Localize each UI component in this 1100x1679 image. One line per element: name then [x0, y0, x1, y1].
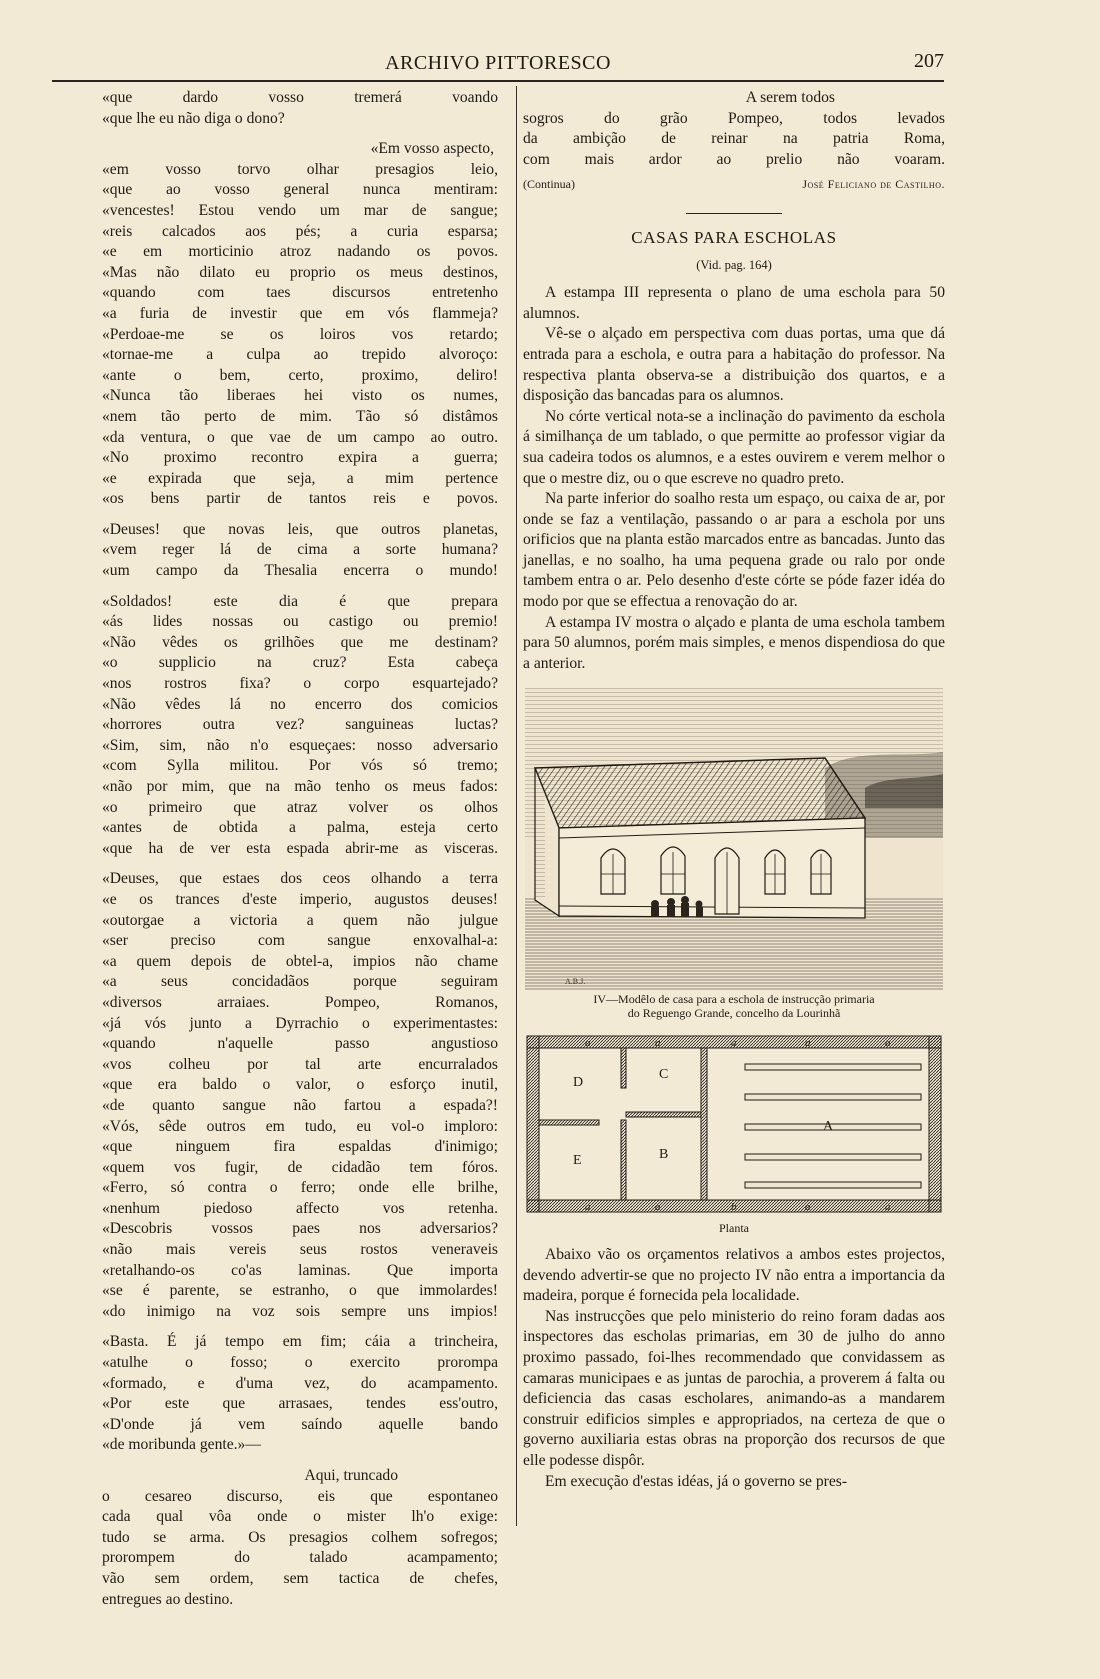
article-paragraph: Em execução d'estas idéas, já o governo se pres- [545, 1472, 848, 1490]
article-title: CASAS PARA ESCHOLAS [631, 227, 837, 247]
floor-plan-svg [525, 1034, 943, 1216]
poem-line: «quem vos fugir, de cidadão tem fóros. [102, 1158, 498, 1176]
poem-line: A serem todos [745, 89, 835, 106]
article-paragraph: Na parte inferior do soalho resta um espaço, ou caixa de ar, por onde se faz a ventilação, passando o ar para a eschola por uns orificios que na planta estão marcados entre as bancadas. Junto das janellas, e no soalho, ha uma pequena grade ou ralo por onde tambem entra o ar. Pelo desenho d'este córte se póde fazer idéa do modo por que se effectua a renovação do ar. [523, 490, 945, 611]
poem-line: «os bens partir de tantos reis e povos. [102, 490, 498, 508]
poem-line: «nos rostros fixa? o corpo esquartejado? [102, 675, 498, 693]
stanza-gap [102, 510, 498, 520]
plan-label-b: B [659, 1147, 669, 1163]
poem-line: «e os trances d'este imperio, augustos deuses! [102, 890, 498, 908]
running-title: ARCHIVO PITTORESCO [385, 52, 611, 74]
figure-caption-line-1: IV—Modêlo de casa para a eschola de instrucção primaria [593, 992, 875, 1007]
article-paragraph: Nas instrucções que pelo ministerio do reino foram dadas aos inspectores das escholas primarias, em 30 de julho do anno proximo passado, foi-lhes recommendado que convidassem as camaras municipaes e as juntas de parochia, a proverem á falta ou deficiencia das casas escholares, animando-as a mandarem construir edificios simples e appropriados, na certeza de que o governo auxiliaria estas obras na proporção dos recursos de que elle podesse dispôr. [523, 1307, 945, 1469]
poem-line: com mais ardor ao prelio não voaram. [523, 150, 945, 168]
poem-line: tudo se arma. Os presagios colhem sofregos; [102, 1528, 498, 1546]
poem-line: «de moribunda gente.»— [102, 1436, 261, 1454]
poem-line: «que ao vosso general nunca mentiram: [102, 181, 498, 199]
poem-line: «Nunca tão liberaes hei visto os numes, [102, 387, 498, 405]
plan-label-a: A [823, 1119, 834, 1135]
poem-line: entregues ao destino. [102, 1590, 234, 1608]
plan-mark-a-4: a [805, 1037, 811, 1050]
poem-line: «que era baldo o valor, o esforço inutil, [102, 1076, 498, 1094]
stanza-gap [102, 582, 498, 592]
poem-line: «a seus concidadãos porque seguiram [102, 973, 498, 991]
poem-line: «formado, e d'uma vez, do acampamento. [102, 1374, 498, 1392]
poem-line: Aqui, truncado [304, 1467, 398, 1484]
plan-label-d: D [573, 1075, 584, 1091]
poem-line: «ás lides nossas ou castigo ou premio! [102, 613, 498, 631]
poem-line: «do inimigo na voz sois sempre uns impios! [102, 1302, 498, 1320]
poem-line: «que ninguem fira espaldas d'inimigo; [102, 1138, 498, 1156]
poem-line: da ambição de reinar na patria Roma, [523, 130, 945, 148]
poem-line: «que lhe eu não diga o dono? [102, 109, 285, 127]
continua-row [523, 174, 945, 195]
poem-line: sogros do grão Pompeo, todos levados [523, 109, 945, 127]
poem-line: «quando n'aquelle passo angustioso [102, 1035, 498, 1053]
poem-line: «Perdoae-me se os loiros vos retardo; [102, 325, 498, 343]
poem-line: «com Sylla militou. Por vós só tremo; [102, 757, 498, 775]
plan-mark-a-9: a [885, 1201, 891, 1214]
article-paragraph: Abaixo vão os orçamentos relativos a ambos estes projectos, devendo advertir-se que no projecto IV não entra a importancia da madeira, porque é fornecida pela localidade. [523, 1246, 945, 1305]
poem-line: o cesareo discurso, eis que espontaneo [102, 1487, 498, 1505]
page-number: 207 [914, 50, 944, 72]
column-divider [516, 86, 517, 1526]
poem-line: «No proximo recontro expira a guerra; [102, 449, 498, 467]
poem-line: «Vós, sêde outros em tudo, eu vol-o imploro: [102, 1117, 498, 1135]
engraver-mark: A.B.J. [565, 977, 586, 987]
plan-mark-a-6: a [585, 1201, 591, 1214]
article-paragraph: A estampa III representa o plano de uma eschola para 50 alumnos. [523, 284, 945, 322]
poem-line: «não por mim, que na mão tenho os meus fados: [102, 778, 498, 795]
poem-line: «horrores outra vez? sanguineas luctas? [102, 716, 498, 734]
poem-line: «Mas não dilato eu proprio os meus destinos, [102, 263, 498, 281]
article-body-top [523, 283, 945, 674]
poem-line: «em vosso torvo olhar presagios leio, [102, 160, 498, 178]
article-paragraph: A estampa IV mostra o alçado e planta de uma eschola tambem para 50 alumnos, porém mais simples, e menos dispendiosa do que a anterior. [523, 613, 945, 672]
poem-line: «D'onde já vem saíndo aquelle bando [102, 1415, 498, 1433]
plan-mark-a-7: a [655, 1201, 661, 1214]
poem-line: «Soldados! este dia é que prepara [102, 592, 498, 610]
poem-line: «quando com taes discursos entretenho [102, 284, 498, 302]
poem-line: «Deuses, que estaes dos ceos olhando a terra [102, 870, 498, 888]
poem-line: «Sim, sim, não n'o esqueçaes: nosso adversario [102, 736, 498, 754]
poem-line: «da ventura, o que vae de um campo ao outro. [102, 428, 498, 446]
plan-mark-a-2: a [655, 1037, 661, 1050]
poem-line: «ser preciso com sangue enxovalhal-a: [102, 932, 498, 950]
poem-line: «Ferro, só contra o ferro; onde elle brilhe, [102, 1179, 498, 1197]
poem-line: cada qual vôa onde o mister lh'o exige: [102, 1508, 498, 1526]
page-header [52, 46, 944, 82]
poem-line: «tornae-me a culpa ao trepido alvoroço: [102, 346, 498, 364]
poem-line: «vencestes! Estou vendo um mar de sangue; [102, 201, 498, 219]
poem-line: «de quanto sangue não fartou a espada?! [102, 1096, 498, 1114]
plan-caption: Planta [719, 1221, 749, 1236]
poem-line: «nenhum piedoso affecto vos retenha. [102, 1199, 498, 1217]
poem-line: «atulhe o fosso; o exercito prorompa [102, 1354, 498, 1372]
poem-continuation [523, 88, 945, 170]
poem-line: «que ha de ver esta espada abrir-me as visceras. [102, 839, 498, 857]
poem-line: «o supplicio na cruz? Esta cabeça [102, 654, 498, 672]
plan-mark-a-1: a [585, 1037, 591, 1050]
poem-line: «se é parente, se estranho, o que immolardes! [102, 1282, 498, 1300]
school-house-engraving [525, 688, 943, 990]
poem-line: «Basta. É já tempo em fim; cáia a trincheira, [102, 1333, 498, 1351]
poem-line: «a quem depois de obtel-a, impios não chame [102, 952, 498, 970]
poem-line: «e expirada que seja, a mim pertence [102, 469, 498, 487]
poem-line: «retalhando-os co'as laminas. Que importa [102, 1261, 498, 1279]
plan-mark-a-8: a [805, 1201, 811, 1214]
poem-line: «não mais vereis seus rostos veneraveis [102, 1241, 498, 1259]
poem-line: «Não vêdes lá no encerro dos comicios [102, 695, 498, 713]
poem-author: José Feliciano de Castilho. [802, 177, 945, 192]
section-divider [686, 213, 782, 214]
article-reference: (Vid. pag. 164) [696, 257, 772, 272]
article-paragraph: No córte vertical nota-se a inclinação do pavimento da eschola á similhança de um tablado, o que permitte ao professor vigiar da sua cadeira todos os alumnos, e a estes ouvirem e verem melhor o que o mestre diz, ou o que escreve no quadro preto. [523, 407, 945, 487]
continua-note: (Continua) [523, 177, 575, 192]
poem-line: «Deuses! que novas leis, que outros planetas, [102, 520, 498, 538]
poem-line: prorompem do talado acampamento; [102, 1549, 498, 1567]
poem-line: «vem reger lá de cima a sorte humana? [102, 541, 498, 559]
plan-label-c: C [659, 1067, 669, 1083]
poem-line: «que dardo vosso tremerá voando [102, 89, 498, 106]
figure-caption [523, 992, 945, 1020]
poem-line: «vos colheu por tal arte encurralados [102, 1055, 498, 1073]
plan-label-e: E [573, 1153, 582, 1169]
poem-line: «já vós junto a Dyrrachio o experimentastes: [102, 1014, 498, 1032]
plan-mark-a-3: a [731, 1037, 737, 1050]
right-column [523, 88, 945, 1492]
figure-caption-line-2: do Reguengo Grande, concelho da Lourinhã [627, 1006, 841, 1021]
poem-line: «nem tão perto de mim. Tão só distâmos [102, 407, 498, 425]
house-illustration [525, 688, 943, 990]
floor-plan-drawing [525, 1034, 943, 1216]
poem-line: «e em morticinio atroz nadando os povos. [102, 243, 498, 261]
article-paragraph: Vê-se o alçado em perspectiva com duas portas, uma que dá entrada para a eschola, e outra para a habitação do professor. Na respectiva planta observa-se a distribuição dos quartos, e a disposição das bancadas para os alumnos. [523, 325, 945, 405]
poem-line: «Em vosso aspecto, [370, 140, 494, 158]
plan-mark-a-5: a [885, 1037, 891, 1050]
stanza-gap [102, 129, 498, 139]
plan-mark-b: b [731, 1201, 737, 1214]
stanza-gap [102, 859, 498, 869]
stanza-gap [102, 1322, 498, 1332]
poem-line: «um campo da Thesalia encerra o mundo! [102, 562, 498, 580]
stanza-gap [102, 1456, 498, 1466]
poem-line: «outorgae a victoria a quem não julgue [102, 911, 498, 929]
poem-line: «Não vêdes os grilhões que me destinam? [102, 633, 498, 651]
poem-line: «a furia de investir que em vós flammeja? [102, 304, 498, 322]
poem-line: «Por este que arrasaes, tendes ess'outro, [102, 1395, 498, 1413]
poem-line: «Descobris vossos paes nos adversarios? [102, 1220, 498, 1238]
poem-line: «o primeiro que atraz volver os olhos [102, 798, 498, 816]
poem-line: «ante o bem, certo, proximo, deliro! [102, 366, 498, 384]
poem-line: «antes de obtida a palma, esteja certo [102, 819, 498, 837]
poem-line: vão sem ordem, sem tactica de chefes, [102, 1569, 498, 1587]
poem-line: «diversos arraiaes. Pompeo, Romanos, [102, 993, 498, 1011]
article-body-bottom [523, 1245, 945, 1492]
left-column-poem [102, 88, 498, 1610]
poem-line: «reis calcados aos pés; a curia esparsa; [102, 222, 498, 240]
